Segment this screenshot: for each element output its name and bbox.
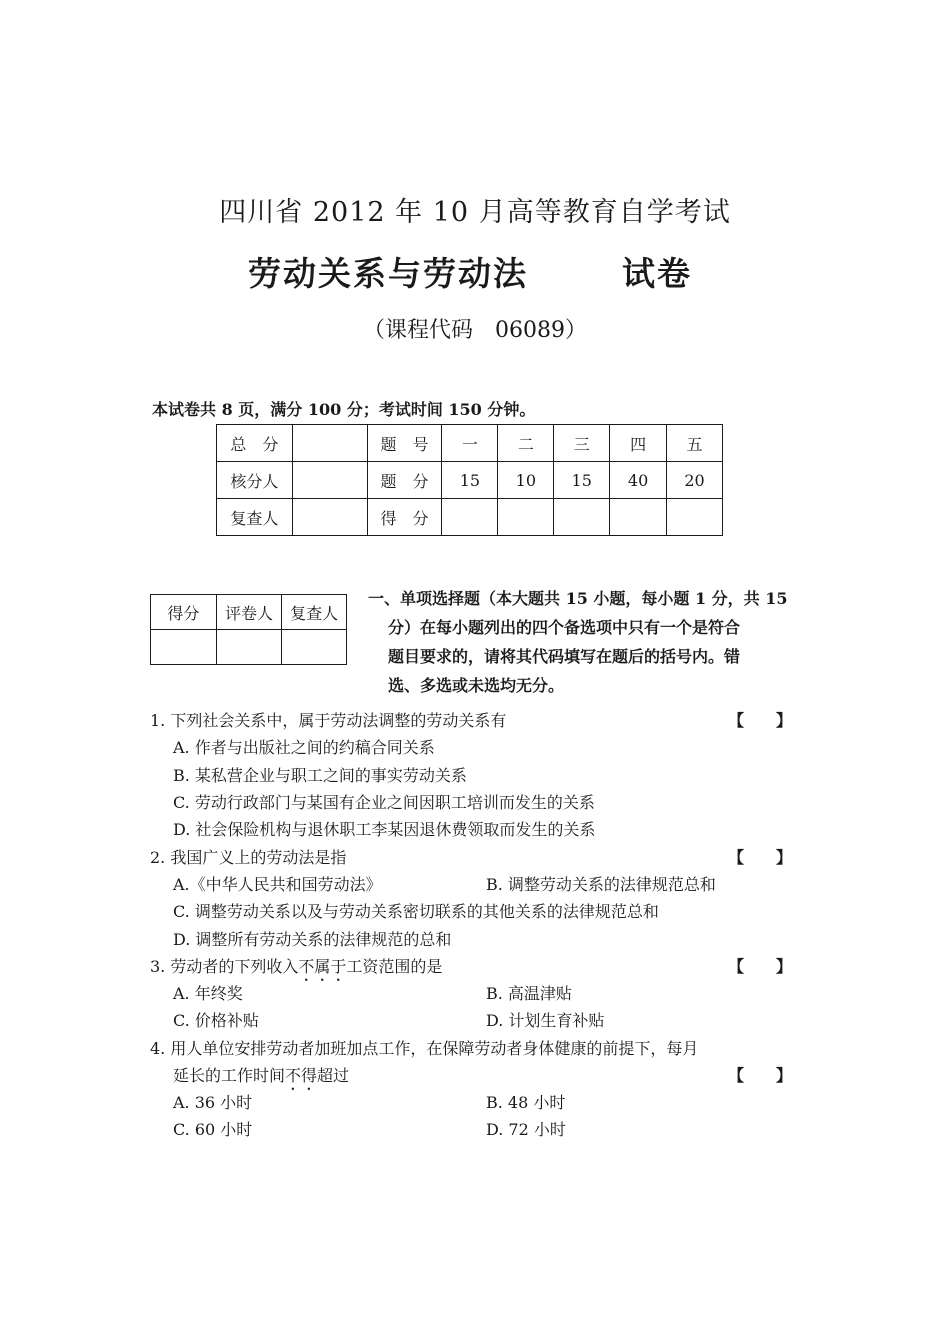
- question-2-option-b: B. 调整劳动关系的法律规范总和: [486, 875, 716, 894]
- score-table-row: [217, 425, 723, 462]
- grader-cell-empty: [216, 630, 282, 665]
- grader-cell-reviewer: 复查人: [282, 595, 347, 630]
- table-cell: 二: [498, 425, 554, 462]
- exam-intro: 本试卷共 8 页，满分 100 分；考试时间 150 分钟。: [152, 400, 536, 419]
- question-2-option-c: C. 调整劳动关系以及与劳动关系密切联系的其他关系的法律规范总和: [173, 902, 659, 921]
- question-3-option-d: D. 计划生育补贴: [486, 1011, 605, 1030]
- question-3-option-a: A. 年终奖: [173, 984, 243, 1003]
- table-cell: [554, 499, 610, 536]
- question-2-stem: 2. 我国广义上的劳动法是指: [150, 848, 347, 867]
- question-3-stem-post: 工资范围的是: [346, 957, 443, 976]
- question-4-option-a: A. 36 小时: [173, 1093, 253, 1112]
- table-cell: [610, 499, 667, 536]
- score-table-row: [217, 499, 723, 536]
- table-cell: 15: [554, 462, 610, 499]
- table-cell: 得 分: [367, 499, 442, 536]
- answer-bracket: 【 】: [728, 848, 793, 867]
- table-cell: 四: [610, 425, 667, 462]
- question-3-option-c: C. 价格补贴: [173, 1011, 259, 1030]
- grader-cell-empty: [151, 630, 217, 665]
- table-cell: 20: [667, 462, 723, 499]
- table-cell: 复查人: [217, 499, 293, 536]
- grader-table: [150, 594, 347, 665]
- table-cell: 15: [442, 462, 498, 499]
- question-1-stem: 1. 下列社会关系中，属于劳动法调整的劳动关系有: [150, 711, 507, 730]
- table-cell: 五: [667, 425, 723, 462]
- paper-title: 劳动关系与劳动法: [248, 254, 528, 293]
- question-4-stem-pre: 延长的工作时间: [173, 1066, 286, 1085]
- table-cell: 核分人: [217, 462, 293, 499]
- section-heading-line: 分）在每小题列出的四个备选项中只有一个是符合: [388, 618, 741, 637]
- question-1-option-c: C. 劳动行政部门与某国有企业之间因职工培训而发生的关系: [173, 793, 595, 812]
- answer-bracket: 【 】: [728, 1066, 793, 1085]
- table-cell: [442, 499, 498, 536]
- table-cell: [292, 462, 367, 499]
- table-cell: 总 分: [217, 425, 293, 462]
- question-2-option-a: A.《中华人民共和国劳动法》: [173, 875, 382, 894]
- table-cell: 题 号: [367, 425, 442, 462]
- table-cell: [292, 425, 367, 462]
- question-1-option-d: D. 社会保险机构与退休职工李某因退休费领取而发生的关系: [173, 820, 596, 839]
- table-cell: [292, 499, 367, 536]
- exam-title: 四川省 2012 年 10 月高等教育自学考试: [219, 197, 731, 228]
- grader-cell-empty: [282, 630, 347, 665]
- section-heading-line: 选、多选或未选均无分。: [388, 676, 565, 695]
- section-heading-line: 题目要求的，请将其代码填写在题后的括号内。错: [388, 647, 741, 666]
- question-2-option-d: D. 调整所有劳动关系的法律规范的总和: [173, 930, 452, 949]
- grader-cell-score: 得分: [151, 595, 217, 630]
- paper-suffix: 试卷: [622, 254, 692, 293]
- table-cell: 一: [442, 425, 498, 462]
- question-3-option-b: B. 高温津贴: [486, 984, 572, 1003]
- question-4-option-c: C. 60 小时: [173, 1120, 253, 1139]
- section-heading-line: 一、单项选择题（本大题共 15 小题，每小题 1 分，共 15: [368, 589, 788, 608]
- answer-bracket: 【 】: [728, 711, 793, 730]
- question-1-option-b: B. 某私营企业与职工之间的事实劳动关系: [173, 766, 467, 785]
- question-1-option-a: A. 作者与出版社之间的约稿合同关系: [173, 738, 435, 757]
- question-4-stem-line-1: 4. 用人单位安排劳动者加班加点工作，在保障劳动者身体健康的前提下，每月: [150, 1039, 699, 1058]
- course-code: （课程代码 06089）: [363, 318, 587, 343]
- question-4-stem-emphasis: 不得: [285, 1066, 318, 1085]
- table-cell: [498, 499, 554, 536]
- grader-cell-grader: 评卷人: [216, 595, 282, 630]
- question-4-stem-post: 超过: [317, 1066, 350, 1085]
- question-3-stem-emphasis: 不属于: [298, 957, 347, 976]
- question-4-option-b: B. 48 小时: [486, 1093, 566, 1112]
- table-cell: 40: [610, 462, 667, 499]
- section-heading: [368, 584, 788, 700]
- answer-bracket: 【 】: [728, 957, 793, 976]
- table-cell: 三: [554, 425, 610, 462]
- question-4-option-d: D. 72 小时: [486, 1120, 566, 1139]
- score-table: [216, 424, 723, 536]
- table-cell: [667, 499, 723, 536]
- table-cell: 10: [498, 462, 554, 499]
- score-table-row: [217, 462, 723, 499]
- question-3-stem-pre: 3. 劳动者的下列收入: [150, 957, 299, 976]
- table-cell: 题 分: [367, 462, 442, 499]
